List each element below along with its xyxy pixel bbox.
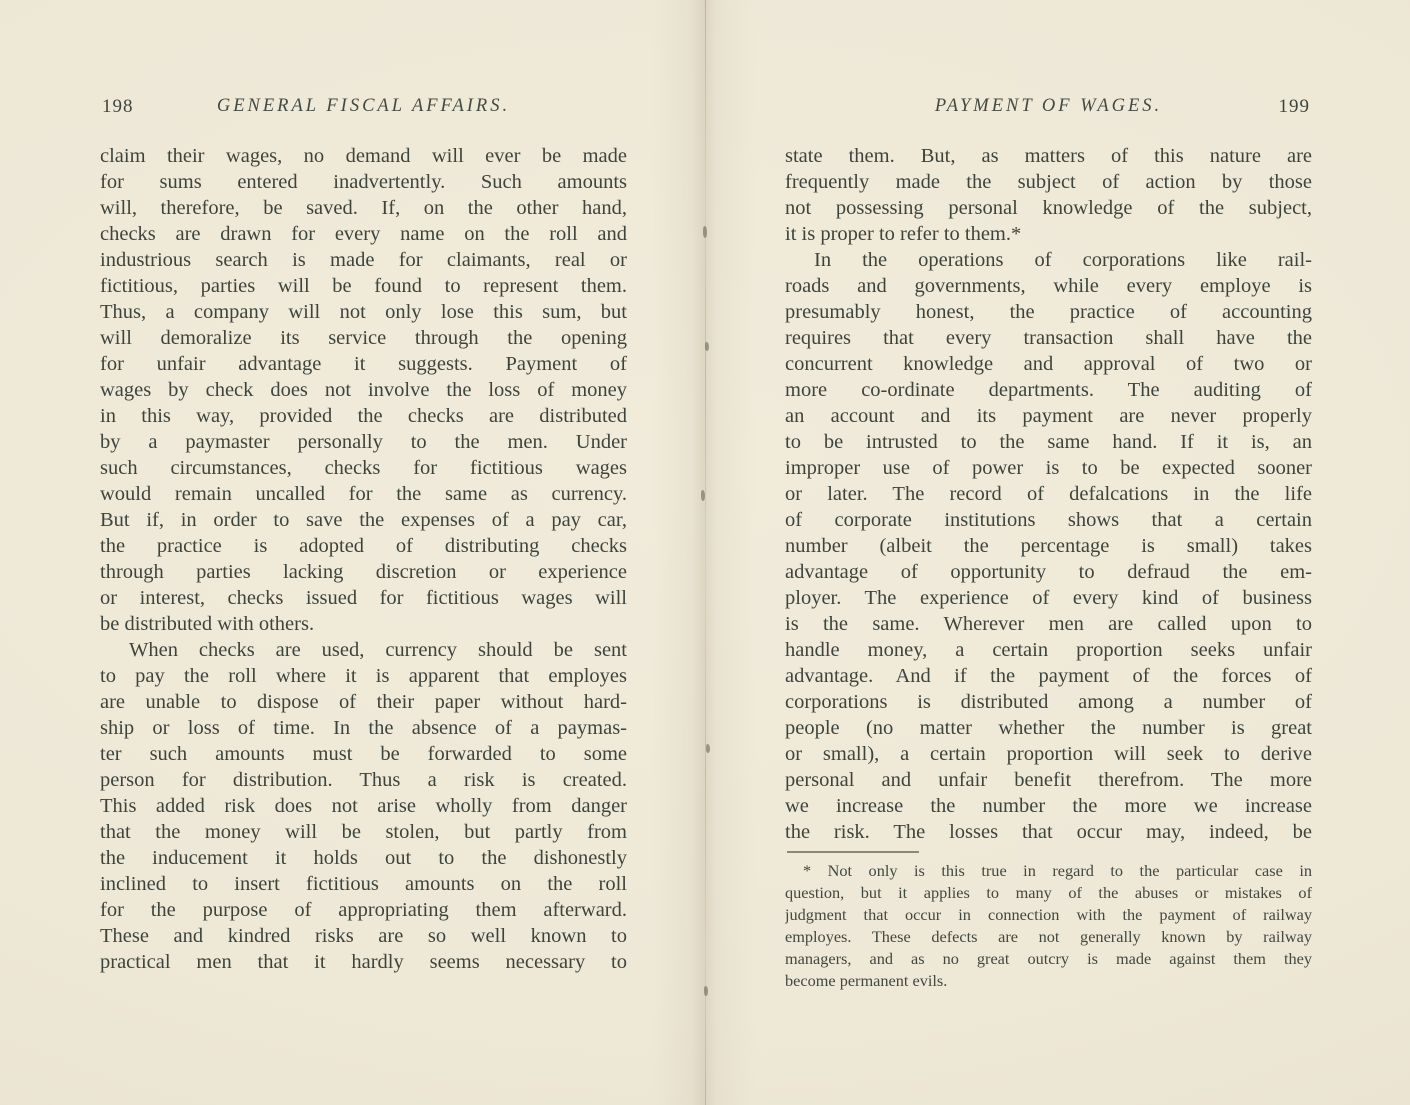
binding-speck: [704, 986, 708, 996]
text-line: or interest, checks issued for fictitious wages will: [100, 587, 627, 609]
footnote-line: judgment that occur in connection with the payment of railway: [785, 905, 1312, 924]
text-line: wages by check does not involve the loss of money: [100, 379, 627, 401]
right-page: [785, 96, 1312, 992]
text-line: corporations is distributed among a number of: [785, 691, 1312, 713]
left-running-header: [100, 96, 627, 122]
text-line: In the operations of corporations like rail-: [814, 249, 1312, 271]
text-line: that the money will be stolen, but partly from: [100, 821, 627, 843]
text-line: people (no matter whether the number is great: [785, 717, 1312, 739]
binding-gutter: [652, 0, 756, 1105]
binding-speck: [701, 490, 705, 501]
text-line: for unfair advantage it suggests. Payment of: [100, 353, 627, 375]
text-line: or later. The record of defalcations in the life: [785, 483, 1312, 505]
text-line: for the purpose of appropriating them afterward.: [100, 899, 627, 921]
text-line: it is proper to refer to them.*: [785, 223, 1022, 245]
text-line: ployer. The experience of every kind of business: [785, 587, 1312, 609]
text-line: person for distribution. Thus a risk is created.: [100, 769, 627, 791]
footnote-line: * Not only is this true in regard to the particular case in: [803, 861, 1312, 880]
text-line: the inducement it holds out to the dishonestly: [100, 847, 627, 869]
text-line: for sums entered inadvertently. Such amounts: [100, 171, 627, 193]
text-line: But if, in order to save the expenses of a pay car,: [100, 509, 627, 531]
text-line: by a paymaster personally to the men. Under: [100, 431, 627, 453]
text-line: in this way, provided the checks are distributed: [100, 405, 627, 427]
text-line: presumably honest, the practice of accounting: [785, 301, 1312, 323]
binding-speck: [706, 744, 710, 753]
text-line: Thus, a company will not only lose this sum, but: [100, 301, 627, 323]
text-line: improper use of power is to be expected sooner: [785, 457, 1312, 479]
text-line: concurrent knowledge and approval of two or: [785, 353, 1312, 375]
footnote-line: employes. These defects are not generally known by railway: [785, 927, 1312, 946]
text-line: inclined to insert fictitious amounts on the roll: [100, 873, 627, 895]
text-line: When checks are used, currency should be sent: [129, 639, 627, 661]
text-line: personal and unfair benefit therefrom. The more: [785, 769, 1312, 791]
text-line: number (albeit the percentage is small) takes: [785, 535, 1312, 557]
footnote-line: become permanent evils.: [785, 971, 948, 990]
text-line: industrious search is made for claimants, real or: [100, 249, 627, 271]
text-line: be distributed with others.: [100, 613, 315, 635]
text-line: would remain uncalled for the same as currency.: [100, 483, 627, 505]
text-line: to pay the roll where it is apparent that employes: [100, 665, 627, 687]
text-line: practical men that it hardly seems necessary to: [100, 951, 627, 973]
text-line: advantage of opportunity to defraud the em-: [785, 561, 1312, 583]
text-line: fictitious, parties will be found to represent them.: [100, 275, 627, 297]
right-running-header: [785, 96, 1312, 122]
text-line: checks are drawn for every name on the roll and: [100, 223, 627, 245]
text-line: or small), a certain proportion will seek to derive: [785, 743, 1312, 765]
text-line: requires that every transaction shall have the: [785, 327, 1312, 349]
text-line: is the same. Wherever men are called upon to: [785, 613, 1312, 635]
binding-speck: [705, 342, 709, 351]
left-page-text: [100, 143, 627, 975]
left-running-title: GENERAL FISCAL AFFAIRS.: [216, 96, 511, 116]
text-line: ship or loss of time. In the absence of a paymas-: [100, 717, 627, 739]
text-line: state them. But, as matters of this nature are: [785, 145, 1312, 167]
text-line: are unable to dispose of their paper without hard-: [100, 691, 627, 713]
text-line: ter such amounts must be forwarded to some: [100, 743, 627, 765]
text-line: This added risk does not arise wholly from danger: [100, 795, 627, 817]
text-line: These and kindred risks are so well known to: [100, 925, 627, 947]
text-line: such circumstances, checks for fictitious wages: [100, 457, 627, 479]
right-running-title: PAYMENT OF WAGES.: [934, 96, 1163, 116]
text-line: the practice is adopted of distributing checks: [100, 535, 627, 557]
footnote-line: managers, and as no great outcry is made against them they: [785, 949, 1312, 968]
text-line: claim their wages, no demand will ever be made: [100, 145, 627, 167]
text-line: the risk. The losses that occur may, indeed, be: [785, 821, 1312, 843]
left-page-number: 198: [102, 96, 134, 117]
right-page-number: 199: [1278, 96, 1310, 117]
text-line: an account and its payment are never properly: [785, 405, 1312, 427]
footnote-rule: [787, 851, 919, 853]
left-page: [100, 96, 627, 975]
text-line: of corporate institutions shows that a certain: [785, 509, 1312, 531]
right-page-text: [785, 143, 1312, 845]
text-line: handle money, a certain proportion seeks unfair: [785, 639, 1312, 661]
text-line: we increase the number the more we increase: [785, 795, 1312, 817]
text-line: not possessing personal knowledge of the subject,: [785, 197, 1312, 219]
text-line: roads and governments, while every employe is: [785, 275, 1312, 297]
text-line: to be intrusted to the same hand. If it is, an: [785, 431, 1312, 453]
footnote: [785, 851, 1312, 992]
text-line: through parties lacking discretion or experience: [100, 561, 627, 583]
text-line: will, therefore, be saved. If, on the other hand,: [100, 197, 627, 219]
binding-crease: [705, 0, 706, 1105]
text-line: more co-ordinate departments. The auditing of: [785, 379, 1312, 401]
binding-speck: [703, 226, 707, 238]
footnote-text: [785, 860, 1312, 992]
text-line: advantage. And if the payment of the forces of: [785, 665, 1312, 687]
text-line: will demoralize its service through the opening: [100, 327, 627, 349]
footnote-line: question, but it applies to many of the abuses or mistakes of: [785, 883, 1312, 902]
text-line: frequently made the subject of action by those: [785, 171, 1312, 193]
